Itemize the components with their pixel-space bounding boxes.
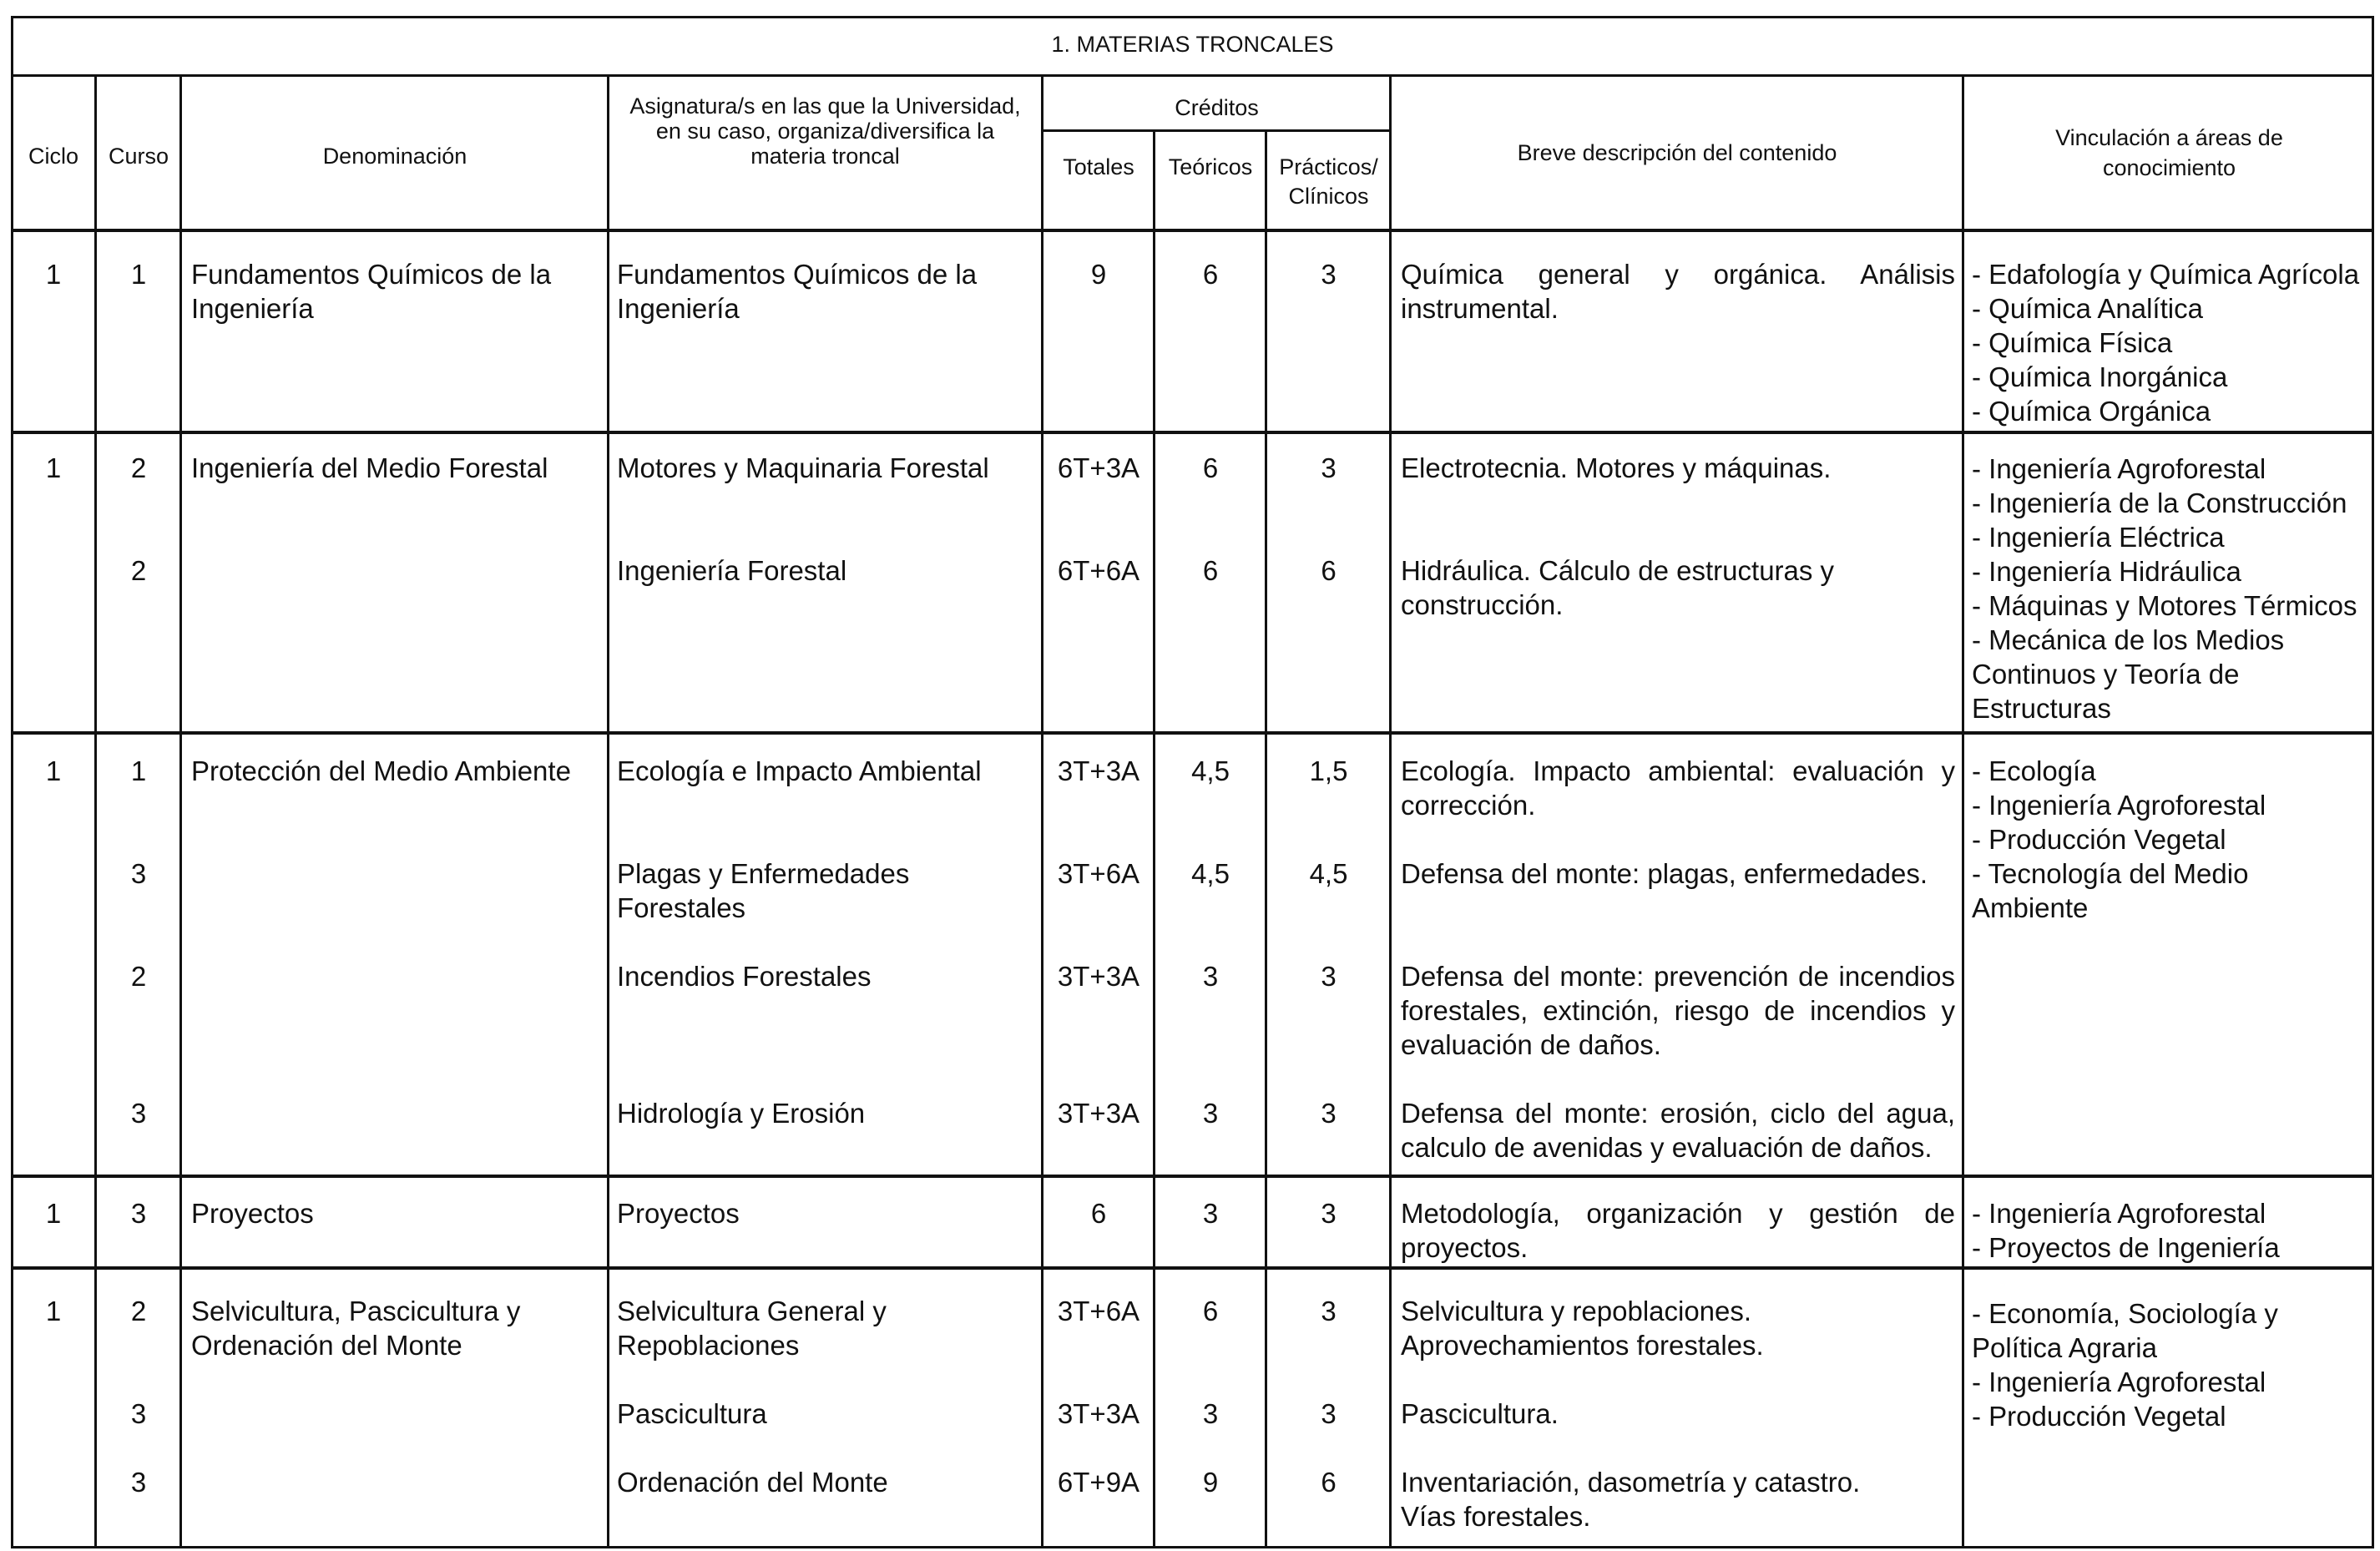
- header-asignaturas-line: Asignatura/s en las que la Universidad,: [629, 93, 1021, 119]
- row-descripcion: Defensa del monte: plagas, enfermedades.: [1401, 858, 1928, 889]
- row-descripcion: Pascicultura.: [1401, 1398, 1559, 1429]
- denominacion-line: Ingeniería: [191, 293, 314, 324]
- group-ciclo: 1: [45, 259, 62, 290]
- header-teoricos: Teóricos: [1168, 154, 1253, 179]
- row-descripcion: [1401, 257, 1955, 326]
- row-curso: 3: [130, 1467, 147, 1498]
- area-item: - Ingeniería Hidráulica: [1972, 556, 2241, 587]
- area-item: - Ingeniería Agroforestal: [1972, 1198, 2266, 1229]
- group-rule-2: [11, 731, 2374, 735]
- row-asignatura: Pascicultura: [617, 1398, 767, 1429]
- row-asignatura: [617, 1294, 1038, 1362]
- row-asignatura: Motores y Maquinaria Forestal: [617, 452, 989, 483]
- group-rule-3: [11, 1175, 2374, 1178]
- row-teoricos: 3: [1202, 1398, 1219, 1429]
- descripcion-line: Inventariación, dasometría y catastro.: [1401, 1467, 1861, 1498]
- row-practicos: 3: [1321, 452, 1337, 483]
- row-totales: 3T+3A: [1057, 961, 1140, 992]
- row-totales: 6T+6A: [1057, 555, 1140, 586]
- descripcion-line: forestales, extinción, riesgo de incendios y: [1401, 995, 1955, 1026]
- row-curso: 3: [130, 1198, 147, 1229]
- row-practicos: 3: [1321, 961, 1337, 992]
- header-asignaturas: [609, 93, 1041, 169]
- row-curso: 2: [130, 961, 147, 992]
- descripcion-line: construcción.: [1401, 589, 1564, 620]
- group-rule-4: [11, 1266, 2374, 1270]
- row-practicos: 6: [1321, 555, 1337, 586]
- header-asignaturas-line: en su caso, organiza/diversifica la: [655, 119, 995, 144]
- header-asignaturas-line: materia troncal: [750, 144, 900, 169]
- row-curso: 3: [130, 1098, 147, 1129]
- row-descripcion: [1401, 959, 1955, 1062]
- row-teoricos: 6: [1202, 259, 1219, 290]
- row-teoricos: 9: [1202, 1467, 1219, 1498]
- asignatura-line: Plagas y Enfermedades: [617, 858, 910, 889]
- descripcion-line: Defensa del monte: prevención de incendios: [1401, 961, 1955, 992]
- area-item: - Ingeniería de la Construcción: [1972, 488, 2347, 518]
- row-practicos: 3: [1321, 1098, 1337, 1129]
- asignatura-line: Ingeniería: [617, 293, 740, 324]
- area-item: - Química Física: [1972, 327, 2173, 358]
- header-curso: Curso: [108, 144, 169, 169]
- row-totales: 3T+6A: [1057, 1296, 1140, 1326]
- group-denominacion: Ingeniería del Medio Forestal: [191, 452, 548, 483]
- header-denominacion: Denominación: [322, 144, 467, 169]
- group-areas: [1972, 1296, 2372, 1433]
- area-item: - Edafología y Química Agrícola: [1972, 259, 2360, 290]
- group-denominacion: [191, 1294, 604, 1362]
- row-totales: 3T+6A: [1057, 858, 1140, 889]
- denominacion-line: Selvicultura, Pascicultura y: [191, 1296, 521, 1326]
- descripcion-line: proyectos.: [1401, 1232, 1529, 1263]
- area-item: Continuos y Teoría de: [1972, 659, 2240, 690]
- area-item: - Ingeniería Agroforestal: [1972, 453, 2266, 484]
- row-descripcion: [1401, 1196, 1955, 1265]
- descripcion-line: Hidráulica. Cálculo de estructuras y: [1401, 555, 1835, 586]
- denominacion-line: Fundamentos Químicos de la: [191, 259, 552, 290]
- header-descripcion: Breve descripción del contenido: [1517, 140, 1837, 165]
- group-denominacion: Proyectos: [191, 1198, 314, 1229]
- row-practicos: 3: [1321, 1296, 1337, 1326]
- row-asignatura: [617, 856, 1038, 925]
- row-totales: 9: [1090, 259, 1107, 290]
- row-teoricos: 4,5: [1191, 755, 1230, 786]
- denominacion-line: Ordenación del Monte: [191, 1330, 462, 1361]
- descripcion-line: Aprovechamientos forestales.: [1401, 1330, 1764, 1361]
- descripcion-line: Defensa del monte: erosión, ciclo del agua,: [1401, 1098, 1955, 1129]
- row-curso: 1: [130, 259, 147, 290]
- area-item: - Química Analítica: [1972, 293, 2203, 324]
- col-rule-totales: [1153, 129, 1155, 1548]
- group-denominacion: [191, 257, 604, 326]
- row-curso: 2: [130, 1296, 147, 1326]
- area-item: Estructuras: [1972, 693, 2111, 724]
- group-ciclo: 1: [45, 452, 62, 483]
- row-descripcion: Electrotecnia. Motores y máquinas.: [1401, 452, 1832, 483]
- group-ciclo: 1: [45, 755, 62, 786]
- area-item: - Química Inorgánica: [1972, 361, 2228, 392]
- row-totales: 6T+9A: [1057, 1467, 1140, 1498]
- group-areas: [1972, 754, 2372, 925]
- row-teoricos: 6: [1202, 1296, 1219, 1326]
- header-practicos: [1267, 154, 1390, 209]
- area-item: - Tecnología del Medio: [1972, 858, 2249, 889]
- group-areas: [1972, 452, 2372, 725]
- row-descripcion: [1401, 1294, 1955, 1362]
- row-descripcion: [1401, 1096, 1955, 1165]
- row-asignatura: Proyectos: [617, 1198, 740, 1229]
- descripcion-line: instrumental.: [1401, 293, 1559, 324]
- row-curso: 2: [130, 555, 147, 586]
- header-vinculacion: [1964, 125, 2374, 180]
- header-vinculacion-line: Vinculación a áreas de: [2055, 125, 2283, 150]
- col-rule-descripcion: [1962, 74, 1964, 1548]
- asignatura-line: Selvicultura General y: [617, 1296, 887, 1326]
- area-item: - Ingeniería Eléctrica: [1972, 522, 2225, 553]
- area-item: - Máquinas y Motores Térmicos: [1972, 590, 2357, 621]
- area-item: - Proyectos de Ingeniería: [1972, 1232, 2280, 1263]
- area-item: Política Agraria: [1972, 1332, 2157, 1363]
- group-areas: [1972, 1196, 2372, 1265]
- descripcion-line: calculo de avenidas y evaluación de daños.: [1401, 1132, 1933, 1163]
- row-practicos: 6: [1321, 1467, 1337, 1498]
- row-totales: 6: [1090, 1198, 1107, 1229]
- group-denominacion: Protección del Medio Ambiente: [191, 755, 571, 786]
- row-practicos: 3: [1321, 1198, 1337, 1229]
- descripcion-line: Química general y orgánica. Análisis: [1401, 259, 1955, 290]
- header-practicos-line: Prácticos/: [1279, 154, 1378, 179]
- asignatura-line: Repoblaciones: [617, 1330, 800, 1361]
- row-asignatura: Ordenación del Monte: [617, 1467, 888, 1498]
- row-descripcion: [1401, 754, 1955, 822]
- row-asignatura: Ecología e Impacto Ambiental: [617, 755, 982, 786]
- area-item: - Ingeniería Agroforestal: [1972, 1367, 2266, 1397]
- descripcion-line: evaluación de daños.: [1401, 1029, 1661, 1060]
- row-practicos: 3: [1321, 259, 1337, 290]
- descripcion-line: Ecología. Impacto ambiental: evaluación y: [1401, 755, 1955, 786]
- asignatura-line: Fundamentos Químicos de la: [617, 259, 978, 290]
- area-item: - Ingeniería Agroforestal: [1972, 790, 2266, 821]
- row-curso: 3: [130, 858, 147, 889]
- col-rule-denominacion: [607, 74, 609, 1548]
- area-item: - Economía, Sociología y: [1972, 1298, 2278, 1329]
- col-rule-teoricos: [1265, 129, 1267, 1548]
- row-teoricos: 3: [1202, 1098, 1219, 1129]
- area-item: - Producción Vegetal: [1972, 824, 2226, 855]
- row-asignatura: Incendios Forestales: [617, 961, 872, 992]
- area-item: - Producción Vegetal: [1972, 1401, 2226, 1432]
- row-teoricos: 6: [1202, 555, 1219, 586]
- row-totales: 6T+3A: [1057, 452, 1140, 483]
- row-curso: 3: [130, 1398, 147, 1429]
- row-practicos: 3: [1321, 1398, 1337, 1429]
- row-teoricos: 4,5: [1191, 858, 1230, 889]
- row-curso: 1: [130, 755, 147, 786]
- asignatura-line: Forestales: [617, 892, 746, 923]
- row-totales: 3T+3A: [1057, 755, 1140, 786]
- header-practicos-line: Clínicos: [1288, 184, 1369, 209]
- row-asignatura: Hidrología y Erosión: [617, 1098, 866, 1129]
- row-descripcion: [1401, 553, 1955, 622]
- descripcion-line: Selvicultura y repoblaciones.: [1401, 1296, 1752, 1326]
- row-practicos: 1,5: [1309, 755, 1348, 786]
- title-rule: [11, 74, 2374, 77]
- header-totales: Totales: [1063, 154, 1134, 179]
- row-totales: 3T+3A: [1057, 1398, 1140, 1429]
- row-practicos: 4,5: [1309, 858, 1348, 889]
- group-ciclo: 1: [45, 1296, 62, 1326]
- creditos-rule: [1043, 129, 1391, 132]
- descripcion-line: Vías forestales.: [1401, 1501, 1591, 1532]
- row-asignatura: Ingeniería Forestal: [617, 555, 847, 586]
- header-ciclo: Ciclo: [28, 144, 78, 169]
- descripcion-line: corrección.: [1401, 790, 1536, 821]
- table-title: 1. MATERIAS TRONCALES: [1051, 32, 1334, 57]
- group-areas: [1972, 257, 2372, 428]
- group-ciclo: 1: [45, 1198, 62, 1229]
- descripcion-line: Metodología, organización y gestión de: [1401, 1198, 1955, 1229]
- row-descripcion: [1401, 1465, 1955, 1533]
- area-item: - Ecología: [1972, 755, 2096, 786]
- group-rule-1: [11, 431, 2374, 434]
- row-asignatura: [617, 257, 1038, 326]
- row-totales: 3T+3A: [1057, 1098, 1140, 1129]
- area-item: - Mecánica de los Medios: [1972, 624, 2285, 655]
- row-teoricos: 3: [1202, 1198, 1219, 1229]
- header-creditos: Créditos: [1175, 95, 1259, 120]
- row-teoricos: 6: [1202, 452, 1219, 483]
- area-item: - Química Orgánica: [1972, 396, 2211, 427]
- header-rule: [11, 229, 2374, 232]
- row-curso: 2: [130, 452, 147, 483]
- area-item: Ambiente: [1972, 892, 2089, 923]
- row-teoricos: 3: [1202, 961, 1219, 992]
- header-vinculacion-line: conocimiento: [2102, 155, 2236, 180]
